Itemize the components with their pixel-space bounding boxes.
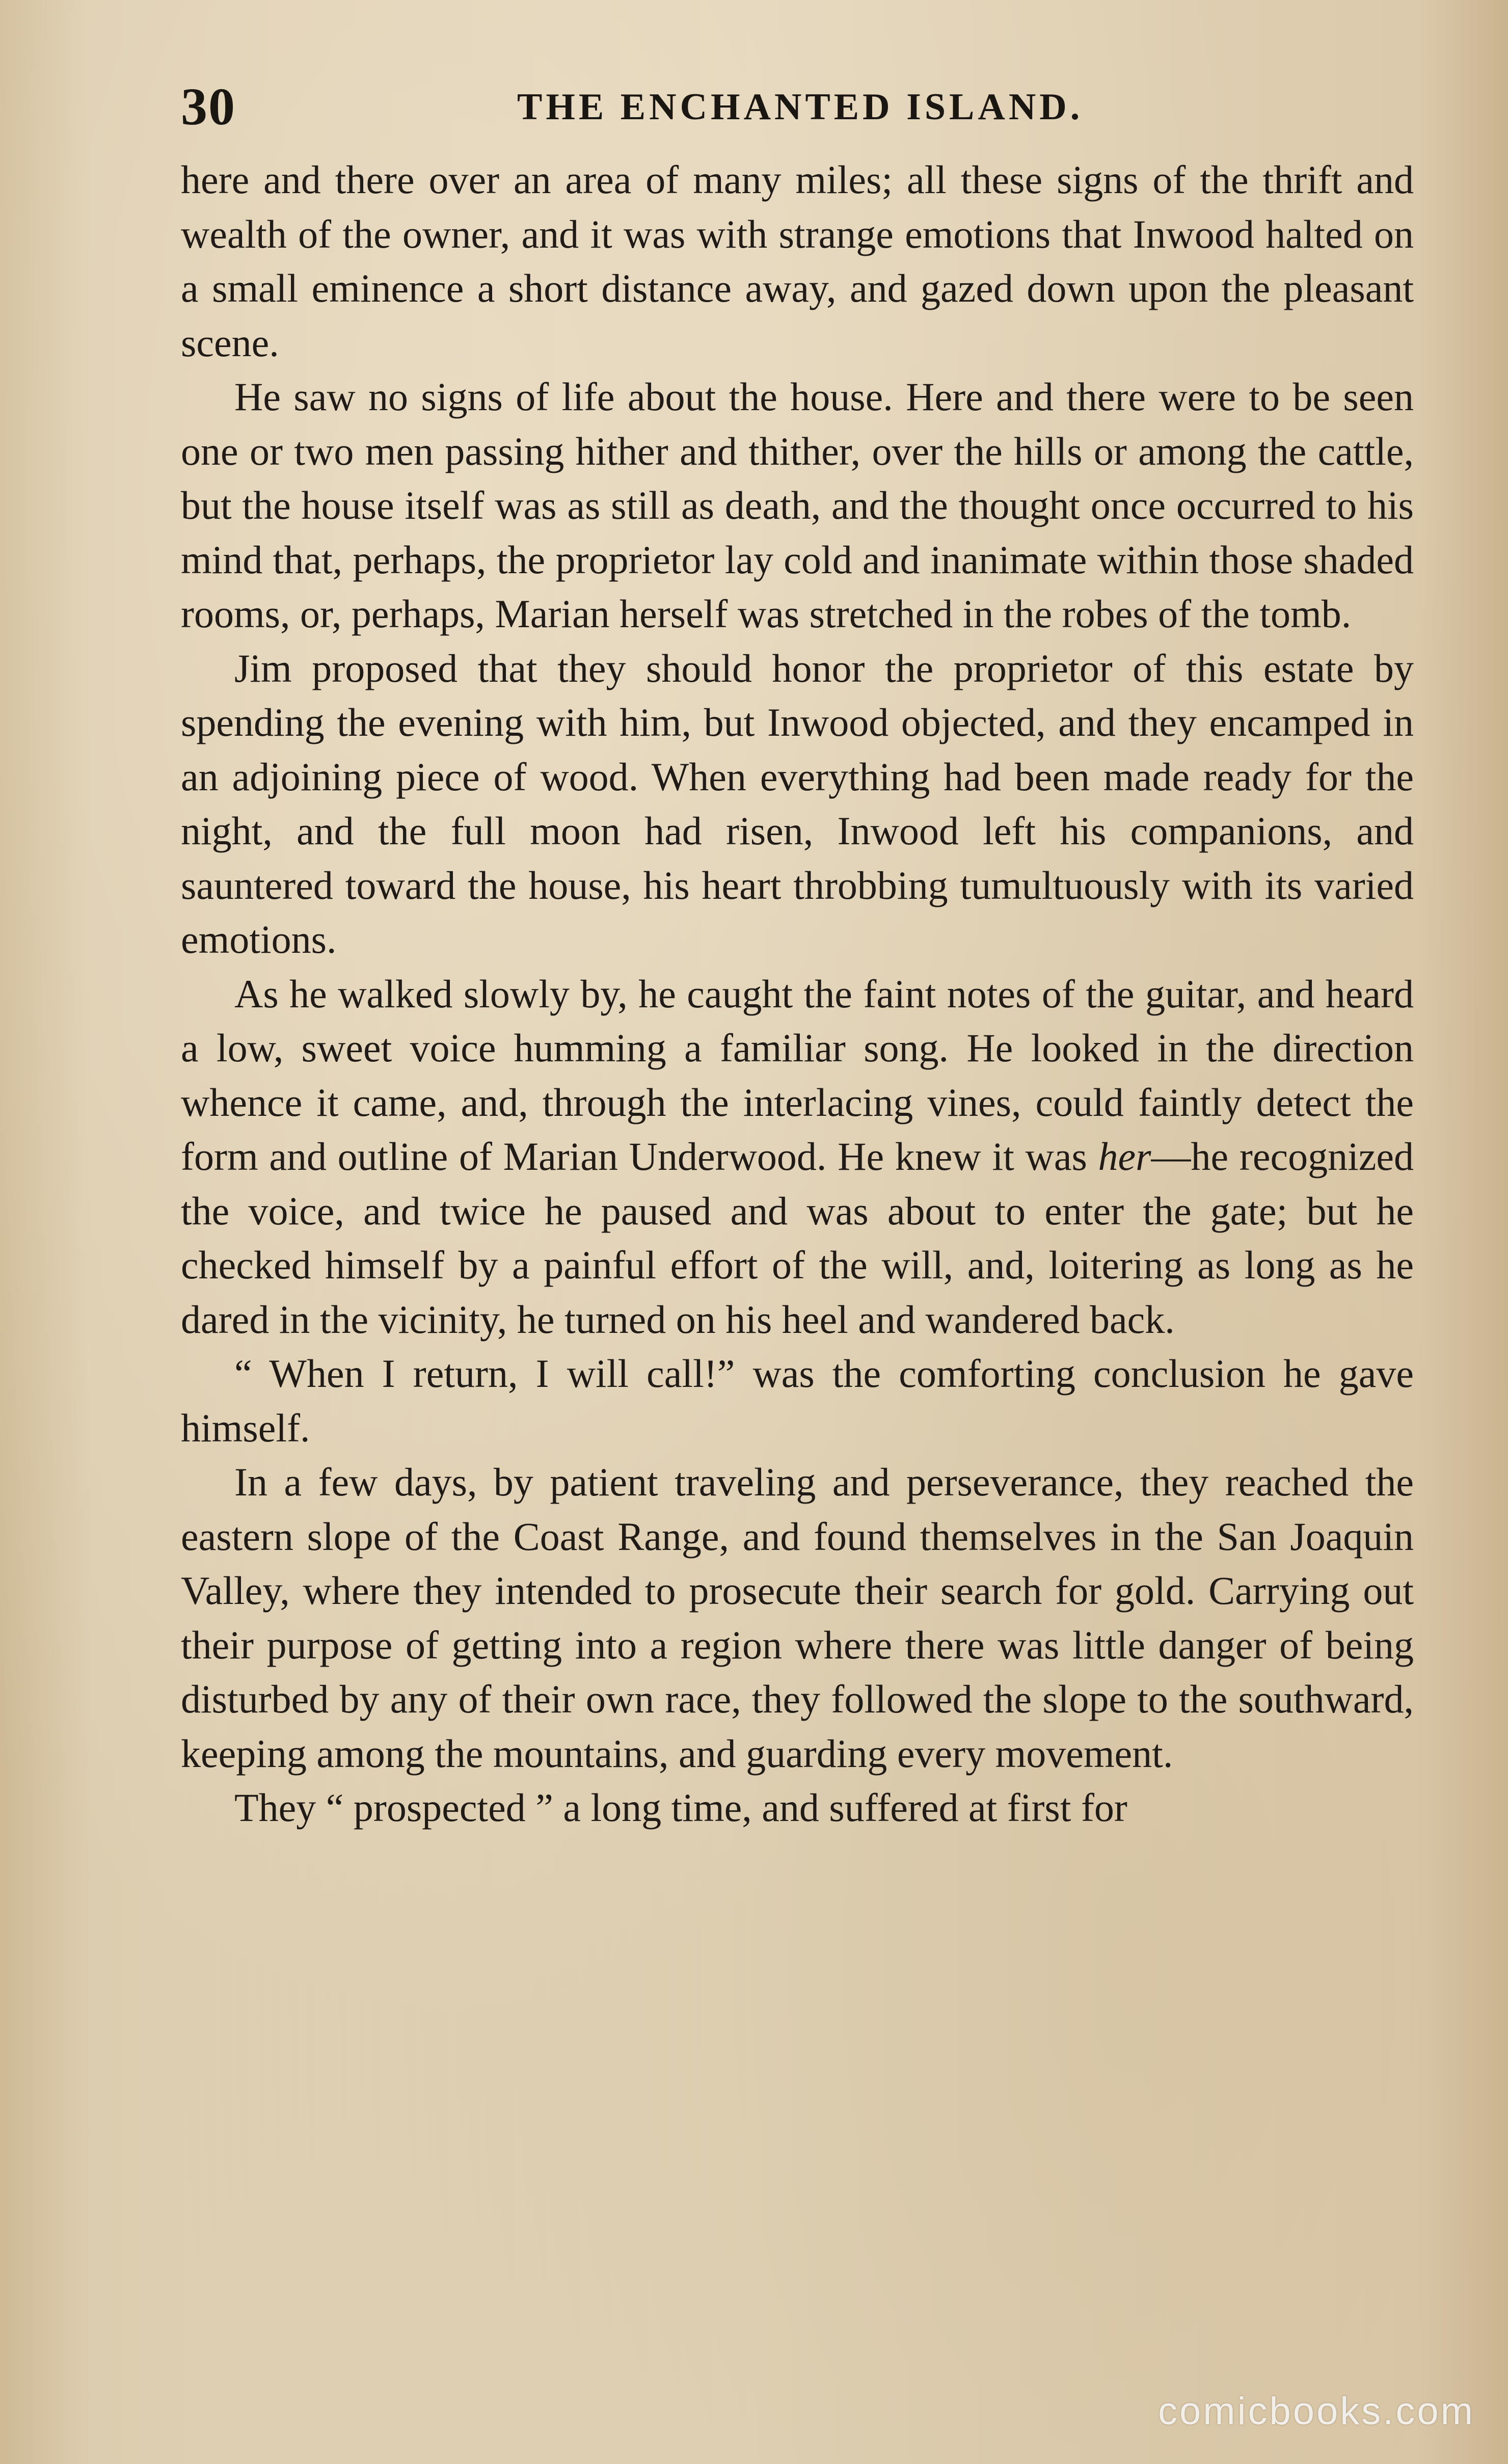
watermark: comicbooks.com: [1158, 2390, 1475, 2433]
paragraph: “ When I return, I will call!” was the comforting conclusion he gave himself.: [181, 1351, 1414, 1450]
paragraph: here and there over an area of many miles; all these signs of the thrift and wealth of the owner, and it was with strange emotions that Inwood halted on a small eminence a short distance away, and gazed down upon the pleasant scene.: [181, 157, 1414, 365]
page-header: [181, 76, 1414, 153]
paragraph: [181, 967, 1414, 1347]
page-number: 30: [181, 77, 236, 136]
paragraph: They “ prospected ” a long time, and suffered at first for: [234, 1785, 1127, 1830]
body-text: [181, 153, 1414, 1835]
paragraph: Jim proposed that they should honor the proprietor of this estate by spending the evening with him, but Inwood objected, and they encamped in an adjoining piece of wood. When everything had been made ready for the night, and the full moon had risen, Inwood left his companions, and sauntered toward the house, his heart throbbing tumultuously with its varied emotions.: [181, 646, 1414, 961]
running-title: THE ENCHANTED ISLAND.: [517, 86, 1084, 128]
paragraph-text: —he recognized the voice, and twice he paused and was about to enter the gate; but he checked himself by a painful effort of the will, and, loitering as long as he dared in the vicinity, he turned on his heel and wandered back.: [181, 1134, 1414, 1342]
paragraph-text: As he walked slowly by, he caught the faint notes of the guitar, and heard a low, sweet voice humming a familiar song. He looked in the direction whence it came, and, through the interlacing vines, could faintly detect the form and outline of Marian Underwood. He knew it was: [181, 971, 1414, 1179]
paragraph: He saw no signs of life about the house. Here and there were to be seen one or two men passing hither and thither, over the hills or among the cattle, but the house itself was as still as death, and the thought once occurred to his mind that, perhaps, the proprietor lay cold and inanimate within those shaded rooms, or, perhaps, Marian herself was stretched in the robes of the tomb.: [181, 374, 1414, 636]
italic-emphasis: her: [1098, 1134, 1151, 1179]
paragraph: In a few days, by patient traveling and perseverance, they reached the eastern slope of the Coast Range, and found themselves in the San Joaquin Valley, where they intended to prosecute their search for gold. Carrying out their purpose of getting into a region where there was little danger of being disturbed by any of their own race, they followed the slope to the southward, keeping among the mountains, and guarding every movement.: [181, 1460, 1414, 1776]
